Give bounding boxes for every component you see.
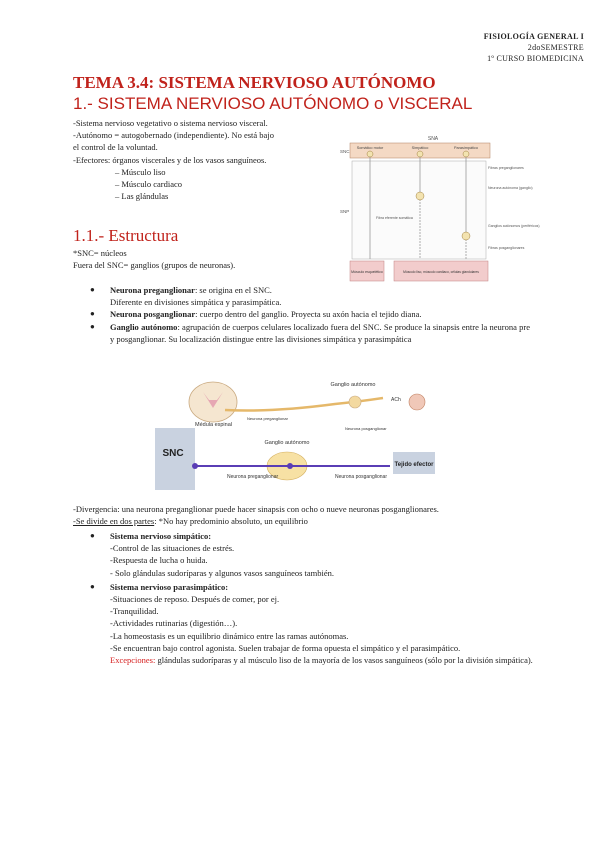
fig1-column-label: Somático motor (356, 146, 384, 150)
section-1-1-heading: 1.1.- Estructura (73, 226, 179, 245)
fig1-right-label: Fibras preganglionares (488, 166, 524, 170)
pre-neuron-body (192, 463, 198, 469)
text-line: *SNC= núcleos (73, 248, 127, 258)
header-line-2: 2doSEMESTRE (527, 43, 584, 52)
list-item: ● Sistema nervioso parasimpático: -Situaciones de reposo. Después de comer, por ej. -Tranquilidad. -Actividades rutinarias (digestión…). -La homeostasis es un equilibrio dinámico entre las ramas autónomas. -Se encuentran bajo control agonista. Suelen trabajar de forma opuesta el simpático y el parasimpático. Excepciones: glándulas sudoríparas y al músculo liso de la mayoría de los vasos sanguíneos (sólo por la división simpática). (90, 581, 540, 666)
course-header (484, 31, 584, 64)
list-subitem: -Situaciones de reposo. Después de comer, por ej. (110, 594, 280, 605)
fig2-ganglion-mid: Ganglio autónomo (264, 440, 310, 446)
list-subitem: -Respuesta de lucha o huida. (110, 555, 208, 566)
bullet-icon: ● (90, 531, 95, 540)
neuron-body (367, 151, 373, 157)
list-subitem: -Tranquilidad. (110, 606, 159, 617)
page-title: TEMA 3.4: SISTEMA NERVIOSO AUTÓNOMO (73, 73, 436, 92)
structure-intro (73, 247, 533, 271)
fig1-top-label: SNA (427, 136, 439, 142)
fig1-snc-label: SNC (340, 149, 350, 154)
fig2-ach: ACh (391, 397, 401, 403)
list-item (90, 284, 530, 308)
text-line: -Sistema nervioso vegetativo o sistema nervioso visceral. (73, 118, 268, 128)
target-organ-icon (409, 394, 425, 410)
ganglion-icon (462, 232, 470, 240)
post-neuron-body (287, 463, 293, 469)
fig2-spinal: Médula espinal (195, 422, 232, 428)
autonomic-pathway-diagram (155, 378, 445, 490)
divide-label: -Se divide en dos partes (73, 516, 155, 527)
fig2-pre-top: Neurona preganglionar (247, 416, 288, 421)
text-line: Fuera del SNC= ganglios (grupos de neuronas). (73, 260, 236, 271)
text-line: -Efectores: órganos viscerales y de los vasos sanguíneos. (73, 154, 267, 165)
fig2-post-top: Neurona posganglionar (345, 426, 387, 431)
effector-item: – Músculo cardiaco (115, 179, 183, 190)
definition: : se origina en el SNC. (194, 285, 272, 295)
list-subitem: -Control de las situaciones de estrés. (110, 543, 235, 554)
fig1-right-label: Fibras posganglionares (488, 246, 525, 250)
list-subitem: -La homeostasis es un equilibrio dinámico entre las ramas autónomas. (110, 630, 349, 641)
divergence-text: -Divergencia: una neurona preganglionar puede hacer sinapsis con ocho o nueve neuronas posganglionares. (73, 504, 439, 514)
term: Neurona posganglionar (110, 309, 196, 320)
header-line-3: 1º CURSO BIOMEDICINA (487, 54, 584, 63)
fig1-column-label: Parasimpático (453, 146, 479, 150)
text-line: -Autónomo = autogobernado (independiente). No está bajo (73, 130, 274, 141)
fig2-pre-bottom: Neurona preganglionar (227, 474, 279, 480)
effector-item: – Las glándulas (115, 191, 169, 202)
effector-item: – Músculo liso (115, 166, 166, 177)
list-subitem: -Se encuentran bajo control agonista. Suelen trabajar de forma opuesta el simpático y el parasimpático. (110, 642, 461, 653)
fig1-inner-label: Fibra eferente somática (376, 216, 413, 220)
list-item (90, 321, 530, 345)
bullet-icon: ● (90, 321, 95, 331)
divisions-section (73, 503, 543, 527)
fig1-right-label: Ganglios autónomos (periféricos) (488, 224, 540, 228)
parasympathetic-title: Sistema nervioso parasimpático (110, 581, 226, 592)
bullet-icon: ● (90, 309, 95, 319)
divide-line (73, 515, 543, 527)
fig2-post-bottom: Neurona posganglionar (335, 474, 387, 480)
fig1-bottom-left: Músculo esquelético (351, 270, 383, 274)
neuron-body (463, 151, 469, 157)
fig1-column-label: Simpático (411, 146, 429, 150)
section-1-text (73, 117, 333, 202)
term: Neurona preganglionar (110, 285, 195, 295)
fig2-effector: Tejido efector (394, 462, 434, 468)
list-subitem: -Actividades rutinarias (digestión…). (110, 618, 238, 629)
definition: : cuerpo dentro del ganglio. Proyecta su axón hacia el tejido diana. (195, 309, 422, 320)
bullet-icon: ● (90, 285, 95, 294)
bullet-icon: ● (90, 581, 95, 591)
snc-block (155, 428, 195, 490)
ganglion-icon (416, 192, 424, 200)
neuron-body (417, 151, 423, 157)
text-line: el control de la voluntad. (73, 142, 158, 153)
header-line-1: FISIOLOGÍA GENERAL I (483, 32, 584, 41)
exceptions-text: glándulas sudoríparas y al músculo liso de la mayoría de los vasos sanguíneos (sólo por la división simpática). (155, 655, 533, 666)
list-subitem: - Solo glándulas sudoríparas y algunos vasos sanguíneos también. (110, 567, 335, 578)
divide-note: : *No hay predominio absoluto, un equilibrio (154, 516, 308, 527)
exceptions-label: Excepciones: (110, 655, 156, 666)
fig2-ganglion-top: Ganglio autónomo (330, 382, 376, 388)
list-item (90, 308, 530, 320)
fig1-snp-label: SNP (340, 209, 350, 214)
ganglion-icon (349, 396, 361, 408)
fig1-bottom-right: Músculo liso, músculo cardiaco, células glandulares (403, 270, 479, 274)
definition-extra: Diferente en divisiones simpática y parasimpática. (110, 297, 282, 308)
term: Ganglio autónomo (110, 321, 178, 332)
fig1-right-label: Neurona autónoma (ganglio) (488, 186, 533, 190)
definition: : agrupación de cuerpos celulares localizado fuera del SNC. Se produce la sinapsis entre la neurona pre y posganglionar. Su localización distingue entre las divisiones simpática y parasimpática (110, 321, 530, 344)
list-item: ● Sistema nervioso simpático: -Control de las situaciones de estrés. -Respuesta de lucha o huida. - Solo glándulas sudoríparas y algunos vasos sanguíneos también. (90, 530, 540, 579)
section-1-heading: 1.- SISTEMA NERVIOSO AUTÓNOMO o VISCERAL (73, 94, 473, 113)
divisions-list (90, 530, 540, 666)
structure-bullets (90, 284, 530, 345)
sympathetic-title: Sistema nervioso simpático (110, 531, 209, 541)
fig2-snc: SNC (162, 448, 184, 459)
exceptions-line (110, 654, 540, 666)
